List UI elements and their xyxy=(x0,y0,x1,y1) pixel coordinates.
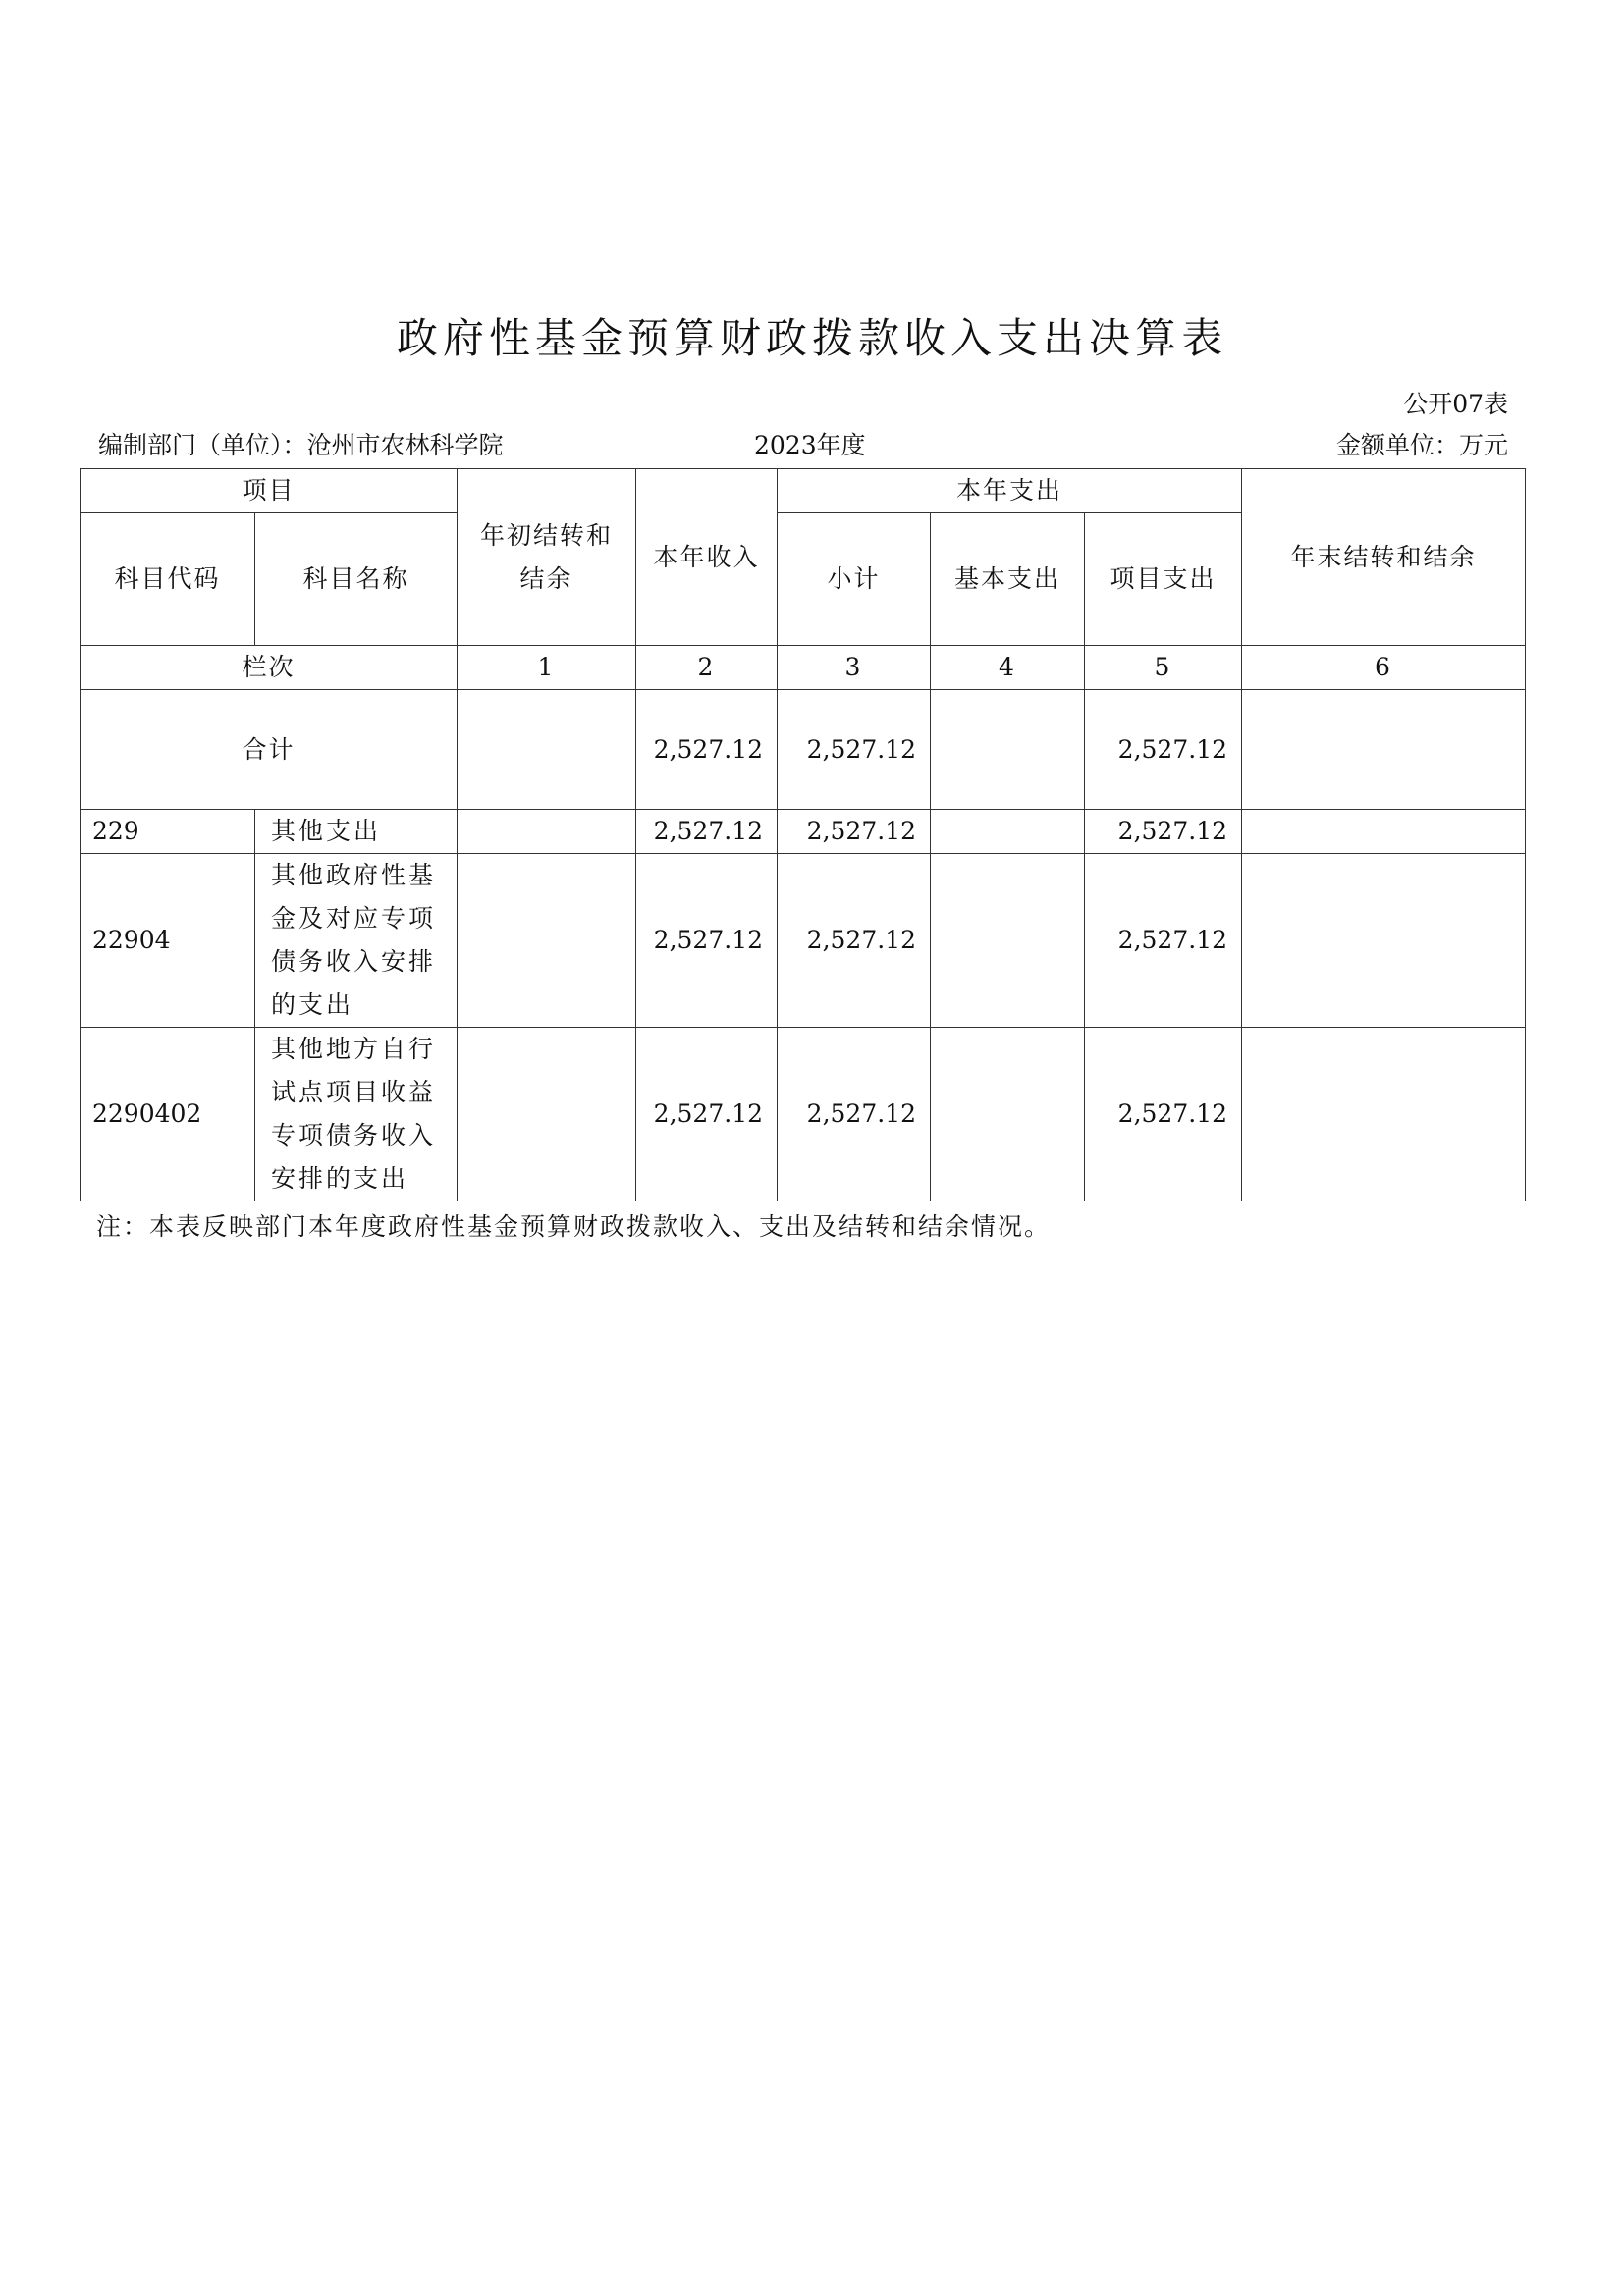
amount-unit: 金额单位：万元 xyxy=(1335,431,1508,459)
project-expense: 2,527.12 xyxy=(1085,854,1242,1028)
total-row xyxy=(81,690,1526,810)
current-income: 2,527.12 xyxy=(636,810,778,854)
header-item: 项目 xyxy=(81,469,458,513)
header-current-expense: 本年支出 xyxy=(778,469,1242,513)
total-subtotal: 2,527.12 xyxy=(778,690,931,810)
expense-subtotal: 2,527.12 xyxy=(778,1028,931,1201)
basic-expense xyxy=(931,810,1085,854)
header-row-1 xyxy=(81,469,1526,513)
total-opening-balance xyxy=(458,690,636,810)
table-note: 注：本表反映部门本年度政府性基金预算财政拨款收入、支出及结转和结余情况。 xyxy=(96,1212,1052,1241)
fund-table xyxy=(80,468,1526,1201)
table-row xyxy=(81,854,1526,1028)
subject-code: 229 xyxy=(81,810,255,854)
total-project-expense: 2,527.12 xyxy=(1085,690,1242,810)
column-number: 6 xyxy=(1242,646,1526,690)
total-label: 合计 xyxy=(81,690,458,810)
total-current-income: 2,527.12 xyxy=(636,690,778,810)
subject-name: 其他支出 xyxy=(255,810,458,854)
column-number: 4 xyxy=(931,646,1085,690)
subject-name: 其他地方自行试点项目收益专项债务收入安排的支出 xyxy=(255,1028,458,1201)
closing-balance xyxy=(1242,1028,1526,1201)
form-id: 公开07表 xyxy=(1403,390,1508,418)
opening-balance xyxy=(458,1028,636,1201)
expense-subtotal: 2,527.12 xyxy=(778,854,931,1028)
page-title: 政府性基金预算财政拨款收入支出决算表 xyxy=(396,314,1227,362)
department-label: 编制部门（单位）：沧州市农林科学院 xyxy=(98,431,504,459)
header-closing-balance: 年末结转和结余 xyxy=(1242,469,1526,646)
meta-row xyxy=(94,426,1508,465)
subject-code: 2290402 xyxy=(81,1028,255,1201)
current-income: 2,527.12 xyxy=(636,854,778,1028)
fiscal-year: 2023年度 xyxy=(754,431,866,459)
current-income: 2,527.12 xyxy=(636,1028,778,1201)
header-opening-balance: 年初结转和结余 xyxy=(458,469,636,646)
header-project-expense: 项目支出 xyxy=(1085,513,1242,646)
project-expense: 2,527.12 xyxy=(1085,810,1242,854)
basic-expense xyxy=(931,854,1085,1028)
column-number: 2 xyxy=(636,646,778,690)
total-basic-expense xyxy=(931,690,1085,810)
subject-code: 22904 xyxy=(81,854,255,1028)
header-subject-code: 科目代码 xyxy=(81,513,255,646)
closing-balance xyxy=(1242,854,1526,1028)
header-subtotal: 小计 xyxy=(778,513,931,646)
opening-balance xyxy=(458,854,636,1028)
table-row xyxy=(81,810,1526,854)
table-row xyxy=(81,1028,1526,1201)
opening-balance xyxy=(458,810,636,854)
closing-balance xyxy=(1242,810,1526,854)
subject-name: 其他政府性基金及对应专项债务收入安排的支出 xyxy=(255,854,458,1028)
column-number-label: 栏次 xyxy=(81,646,458,690)
column-number: 5 xyxy=(1085,646,1242,690)
header-subject-name: 科目名称 xyxy=(255,513,458,646)
column-number: 1 xyxy=(458,646,636,690)
project-expense: 2,527.12 xyxy=(1085,1028,1242,1201)
header-current-income: 本年收入 xyxy=(636,469,778,646)
column-number: 3 xyxy=(778,646,931,690)
total-closing-balance xyxy=(1242,690,1526,810)
basic-expense xyxy=(931,1028,1085,1201)
header-basic-expense: 基本支出 xyxy=(931,513,1085,646)
expense-subtotal: 2,527.12 xyxy=(778,810,931,854)
column-number-row xyxy=(81,646,1526,690)
